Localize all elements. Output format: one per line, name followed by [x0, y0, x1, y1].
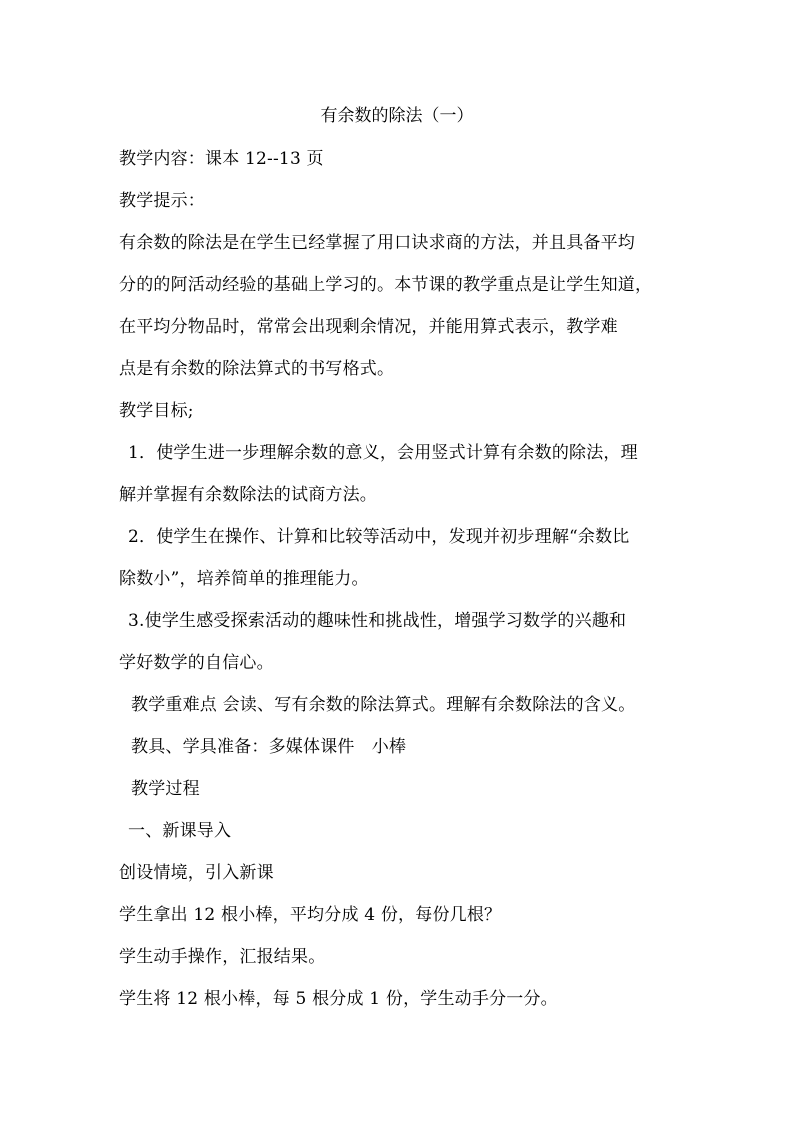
content-line-goal-1a: 1．使学生进一步理解余数的意义，会用竖式计算有余数的除法，理: [128, 443, 638, 463]
content-line-activity-1: 学生拿出 12 根小棒，平均分成 4 份，每份几根？: [119, 905, 502, 925]
content-line-goal-1b: 解并掌握有余数除法的试商方法。: [119, 485, 377, 505]
content-line-goal-3b: 学好数学的自信心。: [119, 653, 274, 673]
content-line-tips-4: 点是有余数的除法算式的书写格式。: [119, 359, 395, 379]
content-line-tips-2: 分的的阿活动经验的基础上学习的。本节课的教学重点是让学生知道，: [119, 275, 653, 295]
content-line-section-1-heading: 一、新课导入: [128, 821, 232, 841]
document-title: 有余数的除法（一）: [320, 106, 474, 126]
content-line-activity-2: 学生动手操作，汇报结果。: [119, 947, 326, 967]
content-line-goals-heading: 教学目标;: [119, 401, 194, 421]
content-line-materials: 教具、学具准备：多媒体课件 小棒: [131, 737, 407, 757]
content-line-key-points: 教学重难点 会读、写有余数的除法算式。理解有余数除法的含义。: [131, 695, 636, 715]
content-line-tips-3: 在平均分物品时，常常会出现剩余情况，并能用算式表示，教学难: [119, 317, 618, 337]
content-line-create-scenario: 创设情境，引入新课: [119, 863, 274, 883]
content-line-tips-1: 有余数的除法是在学生已经掌握了用口诀求商的方法，并且具备平均: [119, 233, 635, 253]
content-line-activity-3: 学生将 12 根小棒，每 5 根分成 1 份，学生动手分一分。: [119, 989, 558, 1009]
content-line-teaching-content: 教学内容：课本 12--13 页: [119, 149, 324, 169]
content-line-goal-2b: 除数小”，培养简单的推理能力。: [119, 569, 369, 589]
content-line-goal-3a: 3.使学生感受探索活动的趣味性和挑战性，增强学习数学的兴趣和: [128, 611, 627, 631]
content-line-teaching-tips-heading: 教学提示：: [119, 191, 205, 211]
content-line-process-heading: 教学过程: [131, 779, 200, 799]
content-line-goal-2a: 2．使学生在操作、计算和比较等活动中，发现并初步理解“余数比: [128, 527, 630, 547]
